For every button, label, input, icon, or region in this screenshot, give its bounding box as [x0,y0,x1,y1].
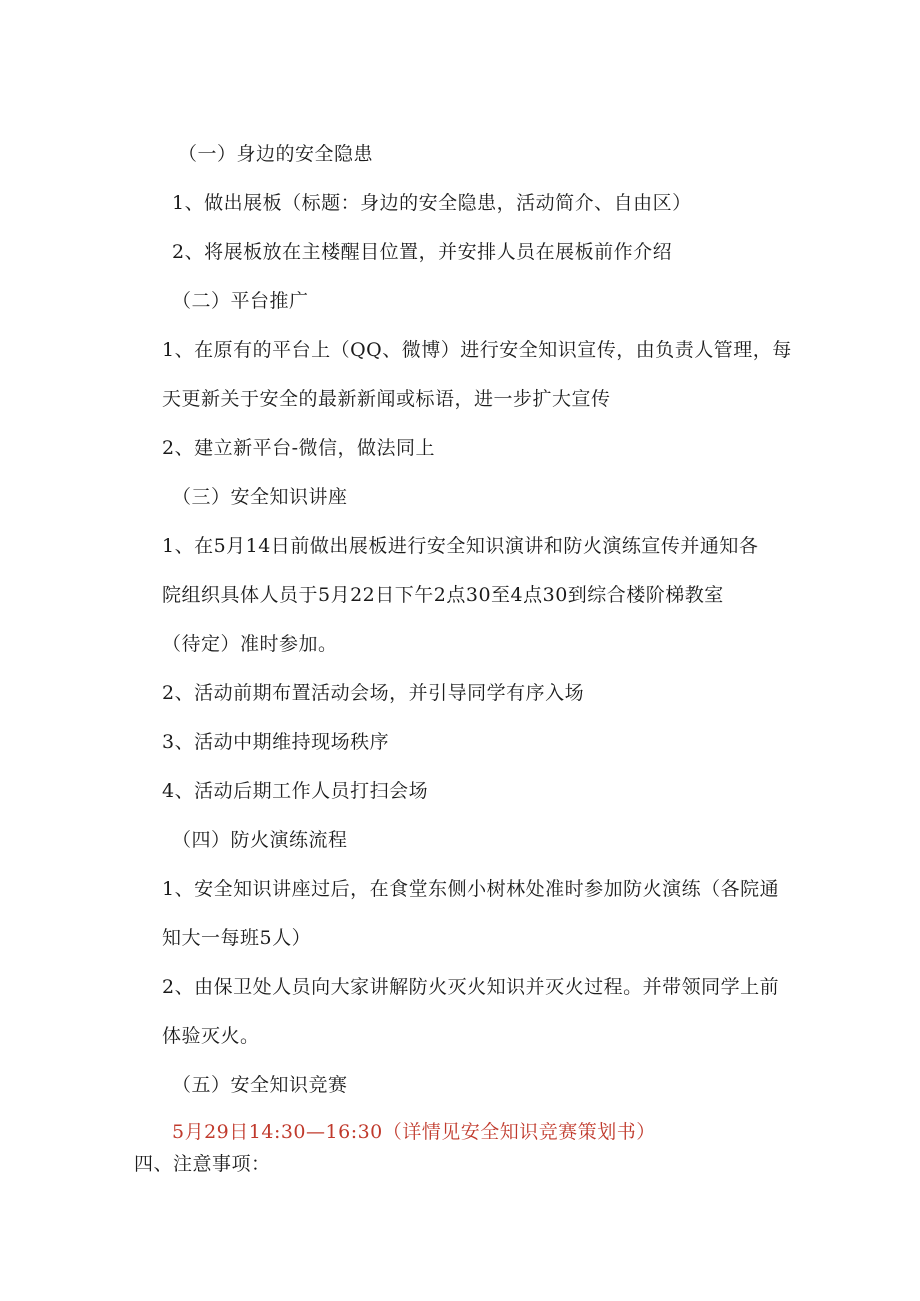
section-heading-2: （二）平台推广 [172,290,309,312]
section-heading-5: （五）安全知识竞赛 [172,1074,348,1096]
paragraph-line: 2、建立新平台-微信，做法同上 [162,437,436,459]
paragraph-line: 1、在5月14日前做出展板进行安全知识演讲和防火演练宣传并通知各 [162,535,759,557]
paragraph-line: （待定）准时参加。 [162,633,338,655]
paragraph-line: 知大一每班5人） [162,927,312,949]
paragraph-line: 4、活动后期工作人员打扫会场 [162,780,429,802]
paragraph-line: 1、在原有的平台上（QQ、微博）进行安全知识宣传，由负责人管理，每 [162,339,792,361]
paragraph-line: 1、安全知识讲座过后，在食堂东侧小树林处准时参加防火演练（各院通 [162,878,780,900]
section-heading-1: （一）身边的安全隐患 [178,143,374,165]
paragraph-line: 2、活动前期布置活动会场，并引导同学有序入场 [162,682,585,704]
paragraph-line: 2、由保卫处人员向大家讲解防火灭火知识并灭火过程。并带领同学上前 [162,976,780,998]
section-heading-4: （四）防火演练流程 [172,829,348,851]
paragraph-line: 体验灭火。 [162,1025,260,1047]
section-heading-main-4: 四、注意事项： [134,1153,271,1175]
section-heading-3: （三）安全知识讲座 [172,486,348,508]
highlight-schedule-line: 5月29日14:30—16:30（详情见安全知识竞赛策划书） [172,1121,656,1143]
paragraph-line: 1、做出展板（标题：身边的安全隐患，活动简介、自由区） [172,192,692,214]
paragraph-line: 2、将展板放在主楼醒目位置，并安排人员在展板前作介绍 [172,241,673,263]
paragraph-line: 院组织具体人员于5月22日下午2点30至4点30到综合楼阶梯教室 [162,584,724,606]
paragraph-line: 天更新关于安全的最新新闻或标语，进一步扩大宣传 [162,388,611,410]
paragraph-line: 3、活动中期维持现场秩序 [162,731,390,753]
